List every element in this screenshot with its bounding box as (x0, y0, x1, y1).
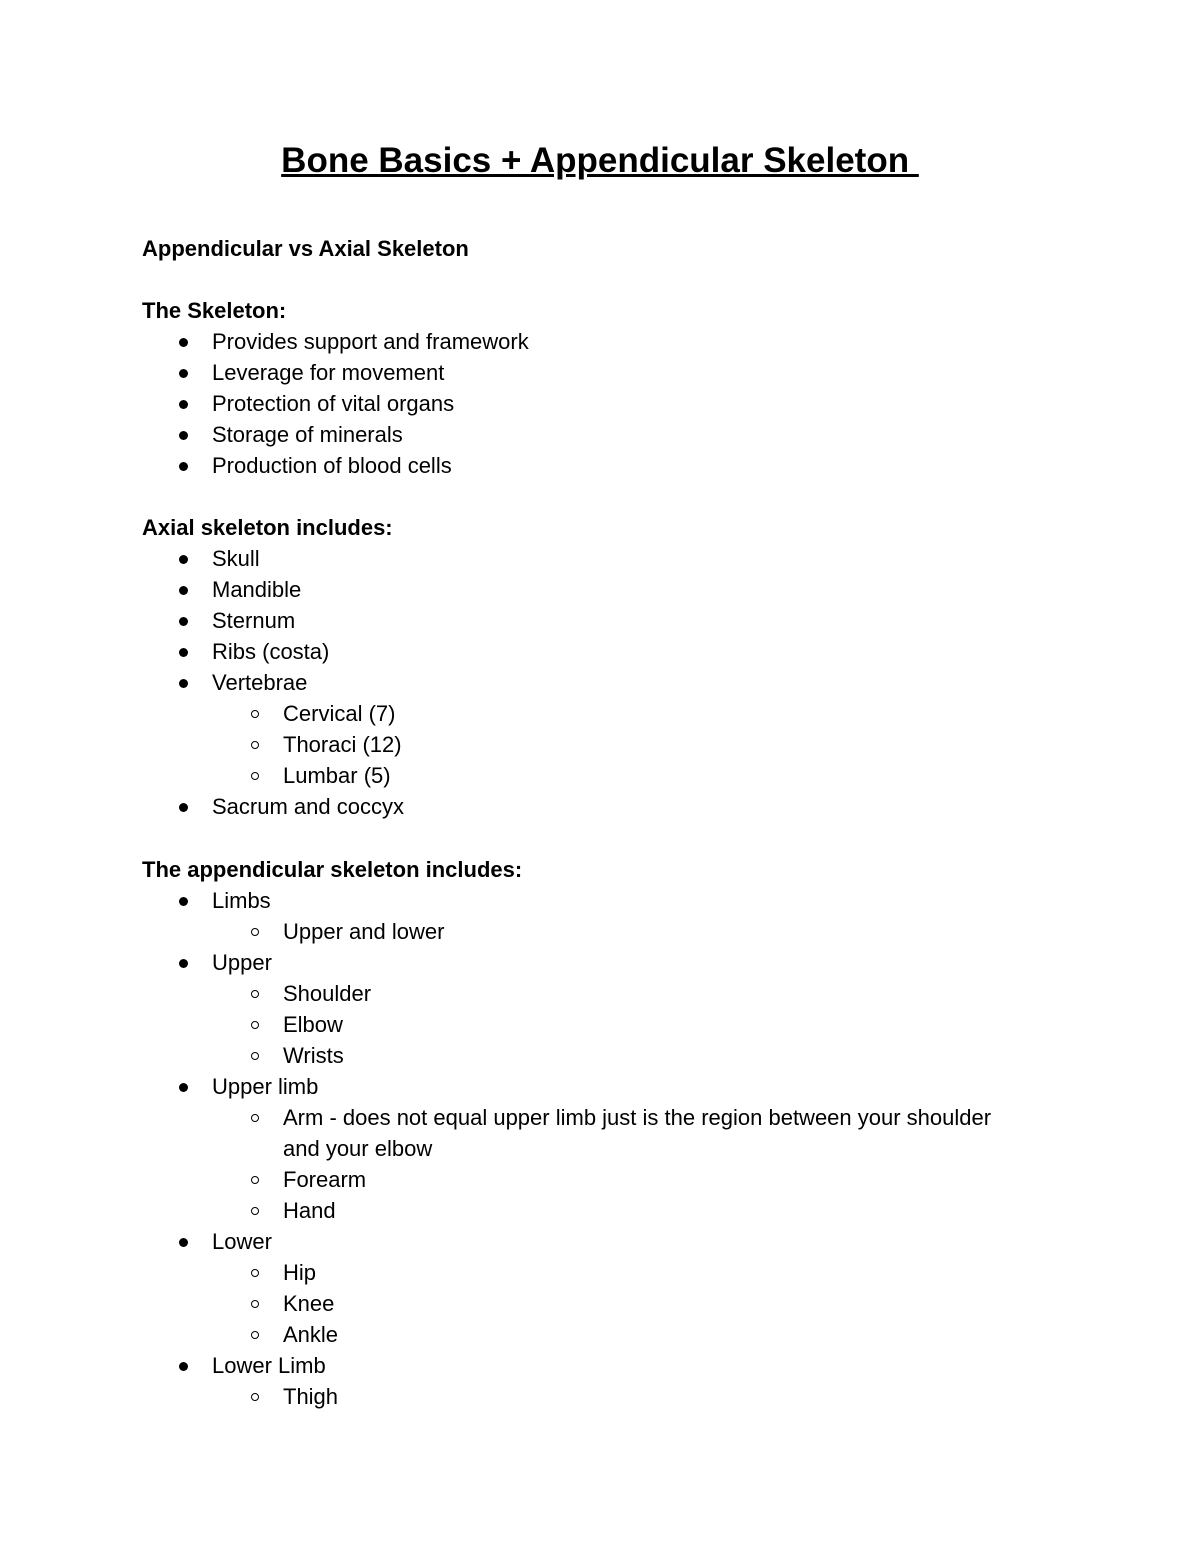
list-item: Limbs (212, 888, 271, 913)
sub-list-item: Knee (283, 1291, 335, 1316)
bullet-icon (179, 462, 188, 471)
list-item: Sternum (212, 608, 296, 633)
list-item: Mandible (212, 577, 302, 602)
bullet-icon (179, 648, 188, 657)
bullet-icon (179, 1238, 188, 1247)
list-item: Leverage for movement (212, 360, 445, 385)
sub-bullet-icon (251, 1300, 259, 1308)
sub-bullet-icon (251, 710, 259, 718)
sub-list-item: Elbow (283, 1012, 343, 1037)
bullet-icon (179, 617, 188, 626)
list-item: Production of blood cells (212, 453, 452, 478)
sub-bullet-icon (251, 1393, 259, 1401)
sub-list-item: Lumbar (5) (283, 763, 391, 788)
bullet-icon (179, 897, 188, 906)
list-item: Upper (212, 950, 272, 975)
section-heading-skeleton: The Skeleton: (142, 298, 287, 323)
sub-list-item: Cervical (7) (283, 701, 396, 726)
section-heading-appendicular: The appendicular skeleton includes: (142, 857, 523, 882)
sub-bullet-icon (251, 772, 259, 780)
list-item: Vertebrae (212, 670, 308, 695)
sub-bullet-icon (251, 1114, 259, 1122)
bullet-icon (179, 679, 188, 688)
sub-bullet-icon (251, 990, 259, 998)
section-heading-axial: Axial skeleton includes: (142, 515, 393, 540)
list-item: Storage of minerals (212, 422, 403, 447)
sub-bullet-icon (251, 1052, 259, 1060)
sub-list-item: Upper and lower (283, 919, 445, 944)
bullet-icon (179, 959, 188, 968)
list-item: Protection of vital organs (212, 391, 455, 416)
sub-list-item: Forearm (283, 1167, 367, 1192)
sub-bullet-icon (251, 1176, 259, 1184)
list-item: Lower (212, 1229, 272, 1254)
bullet-icon (179, 338, 188, 347)
list-item: Upper limb (212, 1074, 319, 1099)
sub-list-item: Ankle (283, 1322, 339, 1347)
sub-list-item-continuation: and your elbow (283, 1136, 433, 1161)
bullet-icon (179, 555, 188, 564)
sub-bullet-icon (251, 1021, 259, 1029)
subtitle: Appendicular vs Axial Skeleton (142, 236, 469, 261)
list-item: Skull (212, 546, 260, 571)
sub-bullet-icon (251, 741, 259, 749)
sub-list-item: Thigh (283, 1384, 339, 1409)
list-item: Ribs (costa) (212, 639, 330, 664)
list-item: Provides support and framework (212, 329, 529, 354)
sub-list-item: Shoulder (283, 981, 372, 1006)
bullet-icon (179, 431, 188, 440)
page-title: Bone Basics + Appendicular Skeleton (281, 141, 919, 180)
bullet-icon (179, 803, 188, 812)
list-item: Sacrum and coccyx (212, 794, 404, 819)
bullet-icon (179, 586, 188, 595)
sub-bullet-icon (251, 928, 259, 936)
list-item: Lower Limb (212, 1353, 326, 1378)
bullet-icon (179, 400, 188, 409)
sub-bullet-icon (251, 1269, 259, 1277)
bullet-icon (179, 1083, 188, 1092)
bullet-icon (179, 1362, 188, 1371)
sub-bullet-icon (251, 1331, 259, 1339)
sub-list-item: Wrists (283, 1043, 344, 1068)
bullet-icon (179, 369, 188, 378)
sub-list-item: Arm - does not equal upper limb just is the region between your shoulder (283, 1105, 992, 1130)
sub-list-item: Hand (283, 1198, 336, 1223)
sub-list-item: Hip (283, 1260, 317, 1285)
sub-bullet-icon (251, 1207, 259, 1215)
sub-list-item: Thoraci (12) (283, 732, 402, 757)
